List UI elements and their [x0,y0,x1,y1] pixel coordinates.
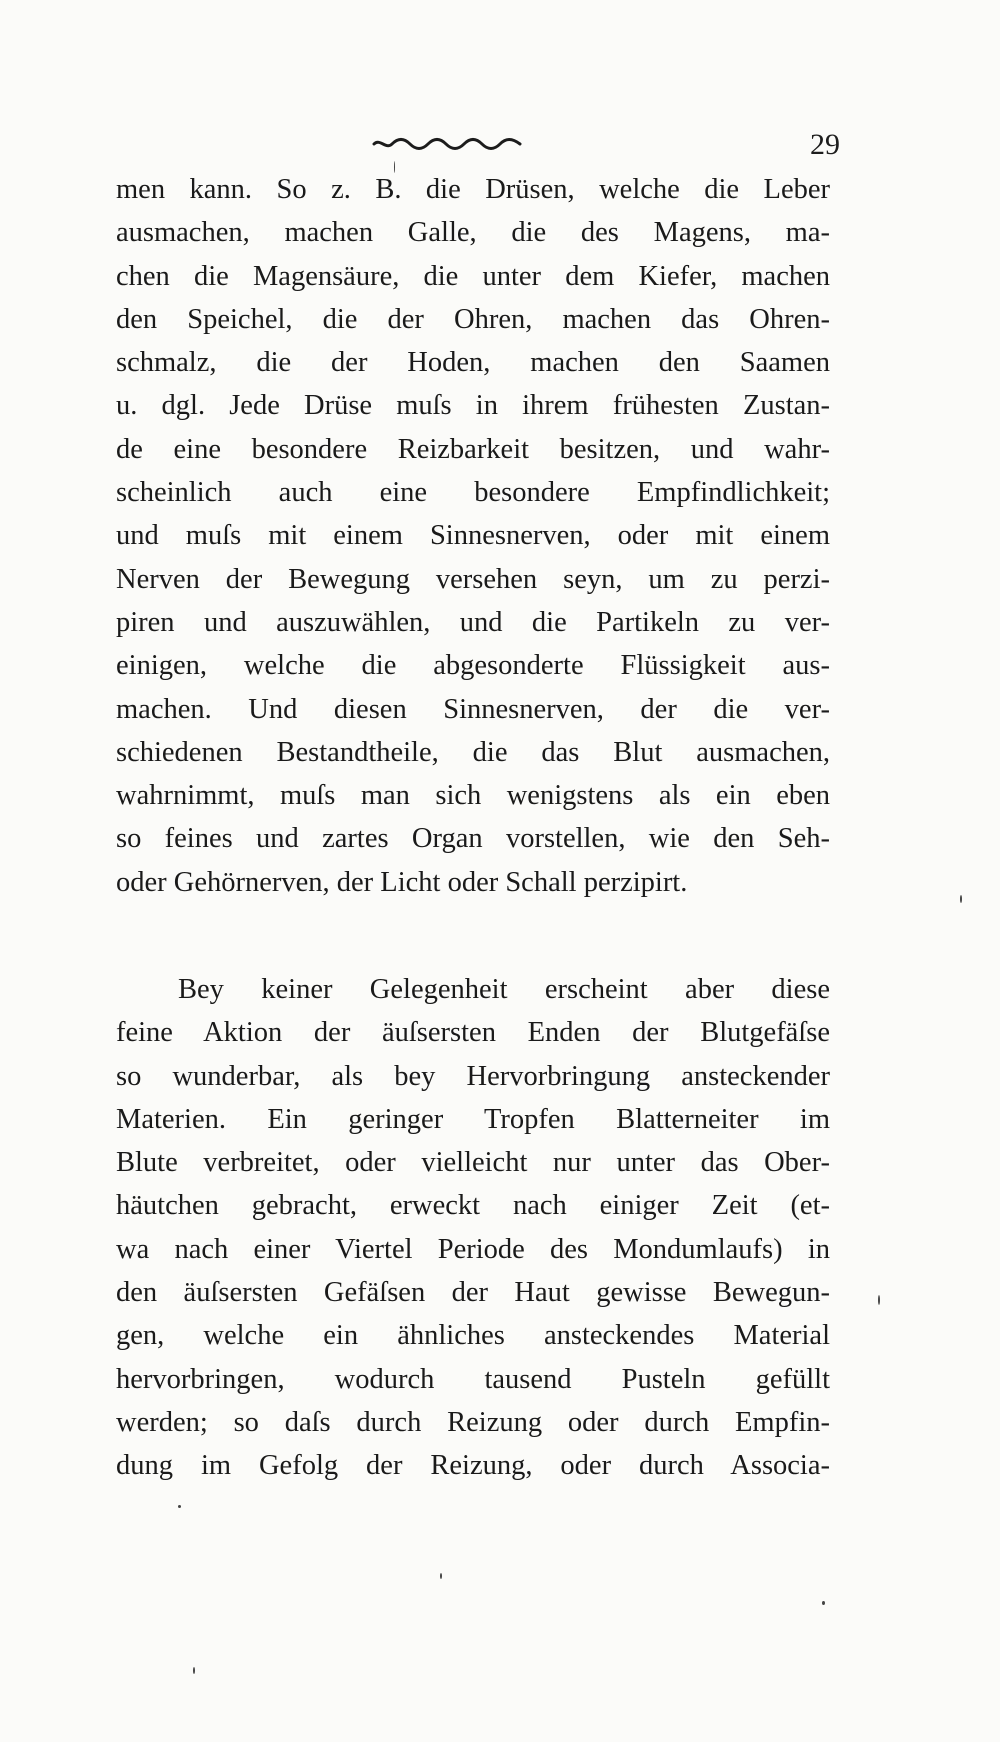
print-speck [440,1573,442,1579]
text-line: hervorbringen, wodurch tausend Pusteln gefüllt [116,1363,830,1395]
text-line: ausmachen, machen Galle, die des Magens, ma- [116,217,830,249]
text-line: einigen, welche die abgesonderte Flüssigkeit aus- [116,650,830,682]
text-line: machen. Und diesen Sinnesnerven, der die ver- [116,693,830,725]
text-line: und muſs mit einem Sinnesnerven, oder mit einem [116,520,830,552]
text-line: oder Gehörnerven, der Licht oder Schall perzipirt. [116,866,688,898]
text-line: gen, welche ein ähnliches ansteckendes Material [116,1320,830,1352]
print-speck [178,1505,181,1508]
text-line: Nerven der Bewegung versehen seyn, um zu perzi- [116,563,830,595]
text-line: de eine besondere Reizbarkeit besitzen, und wahr- [116,433,830,465]
page-number: 29 [810,128,840,161]
print-speck [193,1667,195,1674]
text-line: wahrnimmt, muſs man sich wenigstens als ein eben [116,780,830,812]
text-line: feine Aktion der äuſsersten Enden der Blutgefäſse [116,1017,830,1049]
paragraph-2 [116,968,830,1488]
text-line: wa nach einer Viertel Periode des Mondumlaufs) in [116,1233,830,1265]
text-line: men kann. So z. B. die Drüsen, welche die Leber [116,174,830,205]
text-line: chen die Magensäure, die unter dem Kiefer, machen [116,260,830,292]
text-line: schmalz, die der Hoden, machen den Saamen [116,347,830,379]
text-line: scheinlich auch eine besondere Empfindlichkeit; [116,477,830,509]
paragraph-1 [116,168,830,904]
text-line: Materien. Ein geringer Tropfen Blatterneiter im [116,1103,830,1135]
print-speck [822,1601,825,1605]
print-speck [960,895,962,903]
text-line: u. dgl. Jede Drüse muſs in ihrem frühesten Zustan- [116,390,830,422]
text-line: piren und auszuwählen, und die Partikeln zu ver- [116,606,830,638]
text-line: Blute verbreitet, oder vielleicht nur unter das Ober- [116,1147,830,1179]
text-line: dung im Gefolg der Reizung, oder durch Associa- [116,1450,830,1482]
wavy-rule-ornament-icon [372,134,522,152]
text-line: den äuſsersten Gefäſsen der Haut gewisse Bewegun- [116,1277,830,1309]
text-line: häutchen gebracht, erweckt nach einiger Zeit (et- [116,1190,830,1222]
text-line: schiedenen Bestandtheile, die das Blut ausmachen, [116,736,830,768]
text-line: so feines und zartes Organ vorstellen, wie den Seh- [116,823,830,855]
text-line: so wunderbar, als bey Hervorbringung ansteckender [116,1060,830,1092]
text-line: den Speichel, die der Ohren, machen das Ohren- [116,303,830,335]
text-line: Bey keiner Gelegenheit erscheint aber diese [178,974,830,1005]
print-speck [878,1295,880,1305]
text-line: werden; so daſs durch Reizung oder durch Empfin- [116,1406,830,1438]
print-speck [394,161,395,173]
